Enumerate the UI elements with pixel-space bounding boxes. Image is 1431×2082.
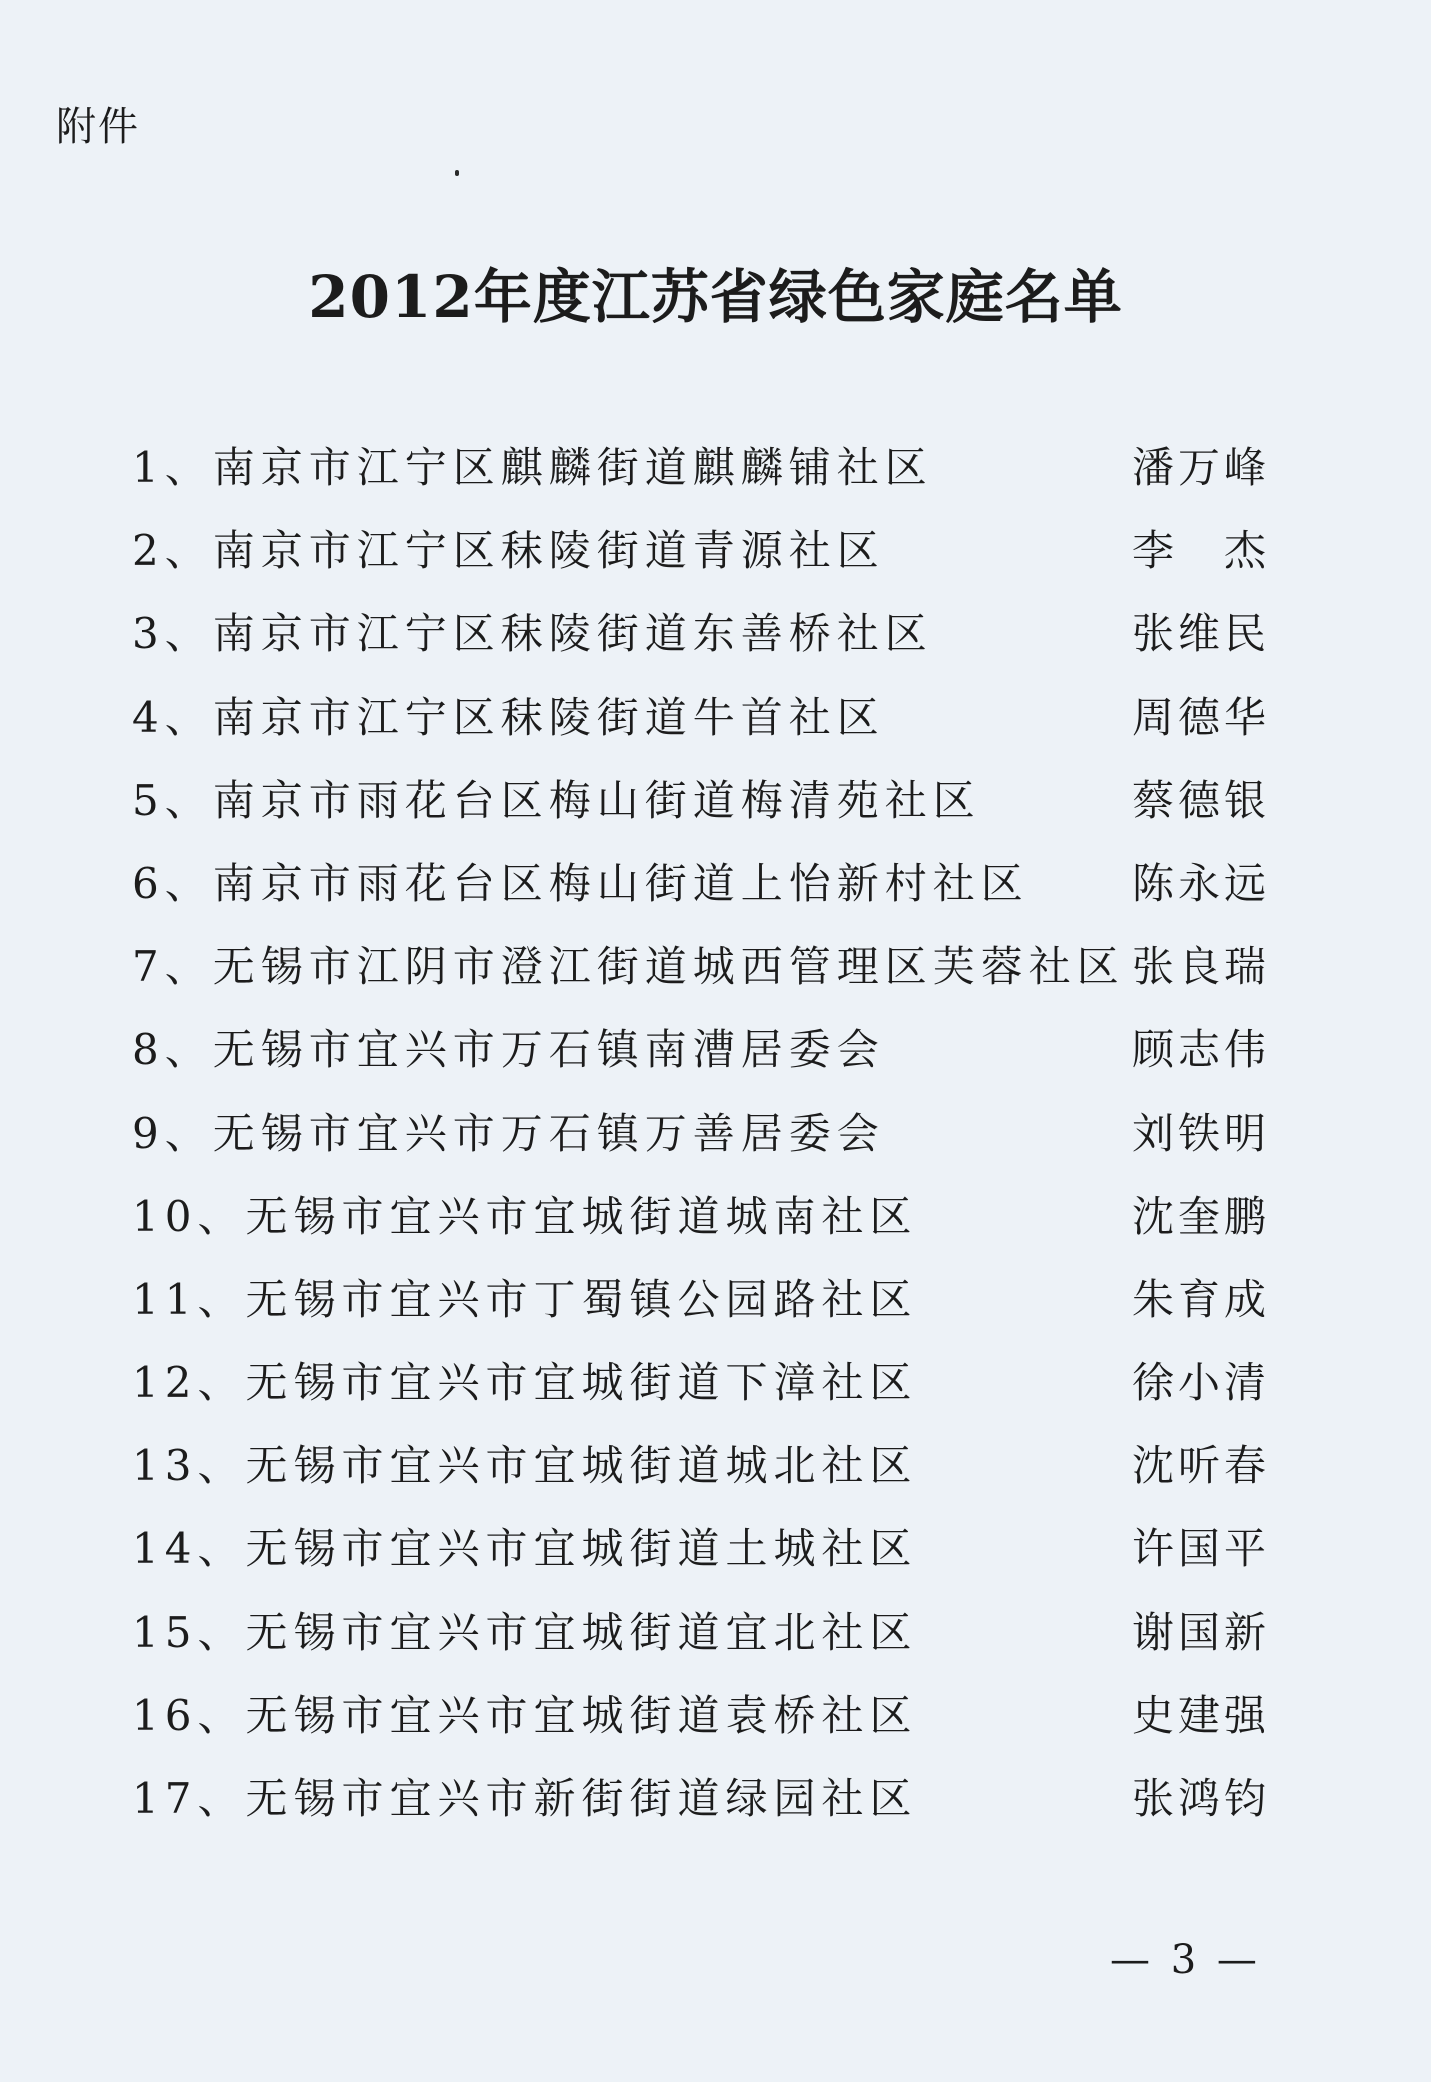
- list-item: [132, 1187, 1272, 1270]
- community-entry: 1、南京市江宁区麒麟街道麒麟铺社区: [132, 443, 933, 492]
- scan-speck: [455, 170, 459, 176]
- family-name: 李 杰: [1132, 526, 1271, 576]
- family-name: 史建强: [1132, 1690, 1271, 1740]
- list-item: [132, 688, 1272, 771]
- list-item: [132, 937, 1272, 1020]
- list-item: [132, 1353, 1272, 1436]
- community-entry: 4、南京市江宁区秣陵街道牛首社区: [132, 692, 885, 742]
- list-item: [132, 604, 1272, 687]
- community-entry: 3、南京市江宁区秣陵街道东善桥社区: [132, 609, 933, 659]
- list-item: [132, 854, 1272, 937]
- family-name: 蔡德银: [1132, 775, 1271, 825]
- family-name: 徐小清: [1132, 1358, 1271, 1408]
- community-entry: 13、无锡市宜兴市宜城街道城北社区: [132, 1441, 918, 1491]
- list-item: [132, 1104, 1272, 1187]
- community-entry: 16、无锡市宜兴市宜城街道袁桥社区: [132, 1690, 918, 1740]
- family-name: 张鸿钧: [1132, 1774, 1271, 1823]
- list-item: [132, 1686, 1272, 1769]
- family-name: 沈奎鹏: [1132, 1191, 1271, 1241]
- family-name: 陈永远: [1132, 858, 1271, 908]
- family-name: 张维民: [1132, 609, 1271, 659]
- family-name: 谢国新: [1132, 1607, 1271, 1657]
- list-item: [132, 1270, 1272, 1353]
- list-item: [132, 1603, 1272, 1686]
- list-item: [132, 438, 1272, 521]
- community-entry: 17、无锡市宜兴市新街街道绿园社区: [132, 1774, 918, 1823]
- family-name: 朱育成: [1132, 1274, 1271, 1324]
- community-entry: 6、南京市雨花台区梅山街道上怡新村社区: [132, 858, 1029, 908]
- community-entry: 11、无锡市宜兴市丁蜀镇公园路社区: [132, 1274, 918, 1324]
- attachment-label: 附件: [56, 104, 140, 150]
- family-name: 许国平: [1132, 1524, 1271, 1574]
- community-entry: 9、无锡市宜兴市万石镇万善居委会: [132, 1108, 885, 1158]
- community-entry: 8、无锡市宜兴市万石镇南漕居委会: [132, 1025, 885, 1075]
- family-name: 周德华: [1132, 692, 1271, 742]
- page-number: — 3 —: [1110, 1937, 1261, 1983]
- community-entry: 15、无锡市宜兴市宜城街道宜北社区: [132, 1607, 918, 1657]
- list-item: [132, 1519, 1272, 1602]
- document-title: 2012年度江苏省绿色家庭名单: [308, 263, 1123, 331]
- family-name: 张良瑞: [1132, 942, 1271, 992]
- list-item: [132, 1436, 1272, 1519]
- list-item: [132, 1020, 1272, 1103]
- community-entry: 10、无锡市宜兴市宜城街道城南社区: [132, 1191, 918, 1241]
- family-list: [132, 438, 1272, 1852]
- community-entry: 5、南京市雨花台区梅山街道梅清苑社区: [132, 775, 981, 825]
- list-item: [132, 1769, 1272, 1852]
- community-entry: 14、无锡市宜兴市宜城街道土城社区: [132, 1524, 918, 1574]
- family-name: 潘万峰: [1132, 443, 1271, 492]
- community-entry: 7、无锡市江阴市澄江街道城西管理区芙蓉社区: [132, 942, 1125, 992]
- list-item: [132, 521, 1272, 604]
- list-item: [132, 771, 1272, 854]
- family-name: 刘铁明: [1132, 1108, 1271, 1158]
- family-name: 沈听春: [1132, 1441, 1271, 1491]
- community-entry: 12、无锡市宜兴市宜城街道下漳社区: [132, 1358, 918, 1408]
- community-entry: 2、南京市江宁区秣陵街道青源社区: [132, 526, 885, 576]
- family-name: 顾志伟: [1132, 1025, 1271, 1075]
